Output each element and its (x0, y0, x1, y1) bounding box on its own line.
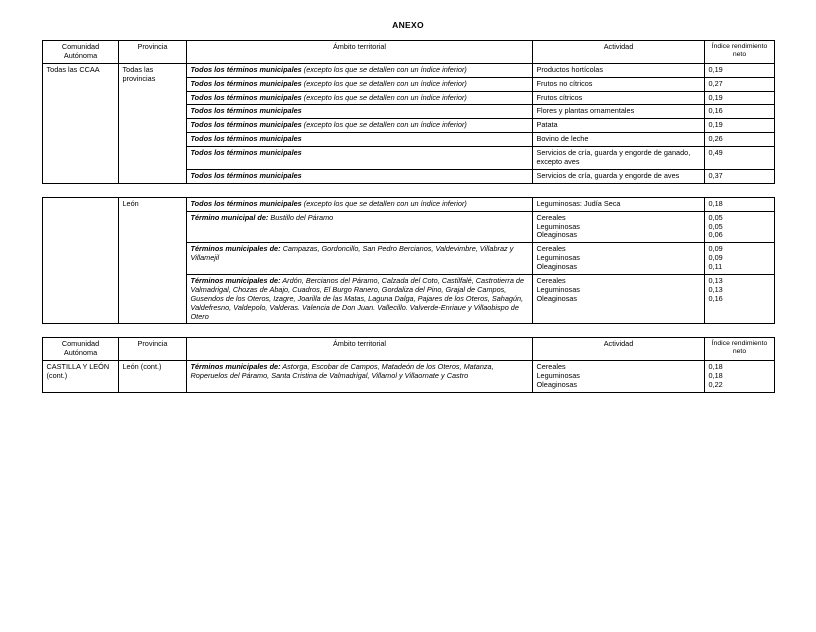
cell-indice: 0,37 (704, 169, 774, 183)
cell-comunidad: Todas las CCAA (42, 63, 118, 183)
cell-actividad: Cereales Leguminosas Oleaginosas (532, 275, 704, 324)
cell-ambito: Términos municipales de: Campazas, Gordoncillo, San Pedro Bercianos, Valdevimbre, Villabraz y Villamejil (186, 243, 532, 275)
cell-ambito: Términos municipales de: Astorga, Escobar de Campos, Matadeón de los Oteros, Matanza, Roperuelos del Páramo, Santa Cristina de Valmadrigal, Villamol y Villaornate y Castro (186, 361, 532, 393)
header-provincia: Provincia (118, 338, 186, 361)
cell-indice: 0,05 0,05 0,06 (704, 211, 774, 243)
cell-actividad: Servicios de cría, guarda y engorde de ganado, excepto aves (532, 147, 704, 170)
cell-provincia: León (118, 197, 186, 324)
cell-indice: 0,09 0,09 0,11 (704, 243, 774, 275)
cell-indice: 0,13 0,13 0,16 (704, 275, 774, 324)
anexo-table-1 (42, 40, 775, 184)
cell-ambito: Todos los términos municipales (excepto los que se detallen con un índice inferior) (186, 91, 532, 105)
cell-ambito: Todos los términos municipales (excepto los que se detallen con un índice inferior) (186, 197, 532, 211)
table-3-wrapper (40, 337, 776, 392)
header-comunidad-autonoma: Comunidad Autónoma (42, 338, 118, 361)
header-provincia: Provincia (118, 41, 186, 64)
table-row (42, 361, 774, 393)
header-actividad: Actividad (532, 338, 704, 361)
page-title: ANEXO (392, 20, 424, 30)
cell-indice: 0,19 (704, 119, 774, 133)
cell-ambito: Todos los términos municipales (excepto los que se detallen con un índice inferior) (186, 63, 532, 77)
cell-ambito: Términos municipales de: Ardón, Bercianos del Páramo, Calzada del Coto, Castilfalé, Castrotierra de Valmadrigal, Chozas de Abajo, Cuadros, El Burgo Ranero, Gordaliza del Pino, Grajal de Campos, Gusendos de los Oteros, Izagre, Joarilla de las Matas, Laguna Dalga, Pajares de los Oteros, Sahagún, Valdefresno, Valdepolo, Valderas. Valencia de Don Juan. Vallecillo. Valverde-Enriaue y Villaobispo de Otero (186, 275, 532, 324)
cell-actividad: Flores y plantas ornamentales (532, 105, 704, 119)
cell-actividad: Bovino de leche (532, 133, 704, 147)
cell-actividad: Cereales Leguminosas Oleaginosas (532, 211, 704, 243)
cell-provincia: León (cont.) (118, 361, 186, 393)
table-row (42, 197, 774, 211)
table-gap-1 (0, 184, 816, 197)
cell-actividad: Patata (532, 119, 704, 133)
table-header-row (42, 338, 774, 361)
cell-indice: 0,16 (704, 105, 774, 119)
cell-ambito: Todos los términos municipales (186, 169, 532, 183)
header-ambito-territorial: Ámbito territorial (186, 338, 532, 361)
cell-indice: 0,18 (704, 197, 774, 211)
cell-ambito: Término municipal de: Bustillo del Páramo (186, 211, 532, 243)
table-header-row (42, 41, 774, 64)
cell-indice: 0,49 (704, 147, 774, 170)
table-2-wrapper (40, 197, 776, 325)
table-1-wrapper (40, 40, 776, 184)
cell-indice: 0,18 0,18 0,22 (704, 361, 774, 393)
cell-actividad: Productos hortícolas (532, 63, 704, 77)
cell-ambito: Todos los términos municipales (186, 133, 532, 147)
anexo-table-2 (42, 197, 775, 325)
table-row (42, 63, 774, 77)
cell-ambito: Todos los términos municipales (excepto los que se detallen con un índice inferior) (186, 119, 532, 133)
header-indice-rendimiento-neto: Índice rendimiento neto (704, 338, 774, 361)
cell-provincia: Todas las provincias (118, 63, 186, 183)
cell-indice: 0,27 (704, 77, 774, 91)
cell-actividad: Servicios de cría, guarda y engorde de aves (532, 169, 704, 183)
document-page (0, 20, 816, 632)
header-ambito-territorial: Ámbito territorial (186, 41, 532, 64)
cell-actividad: Frutos no cítricos (532, 77, 704, 91)
cell-comunidad (42, 197, 118, 324)
cell-actividad: Cereales Leguminosas Oleaginosas (532, 243, 704, 275)
cell-comunidad: CASTILLA Y LEÓN (cont.) (42, 361, 118, 393)
cell-ambito: Todos los términos municipales (186, 105, 532, 119)
cell-actividad: Cereales Leguminosas Oleaginosas (532, 361, 704, 393)
table-gap-2 (0, 324, 816, 337)
cell-ambito: Todos los términos municipales (186, 147, 532, 170)
cell-indice: 0,19 (704, 63, 774, 77)
cell-ambito: Todos los términos municipales (excepto los que se detallen con un índice inferior) (186, 77, 532, 91)
cell-actividad: Leguminosas: Judía Seca (532, 197, 704, 211)
header-comunidad-autonoma: Comunidad Autónoma (42, 41, 118, 64)
header-indice-rendimiento-neto: Índice rendimiento neto (704, 41, 774, 64)
anexo-table-3 (42, 337, 775, 392)
cell-indice: 0,19 (704, 91, 774, 105)
header-actividad: Actividad (532, 41, 704, 64)
cell-actividad: Frutos cítricos (532, 91, 704, 105)
cell-indice: 0,26 (704, 133, 774, 147)
